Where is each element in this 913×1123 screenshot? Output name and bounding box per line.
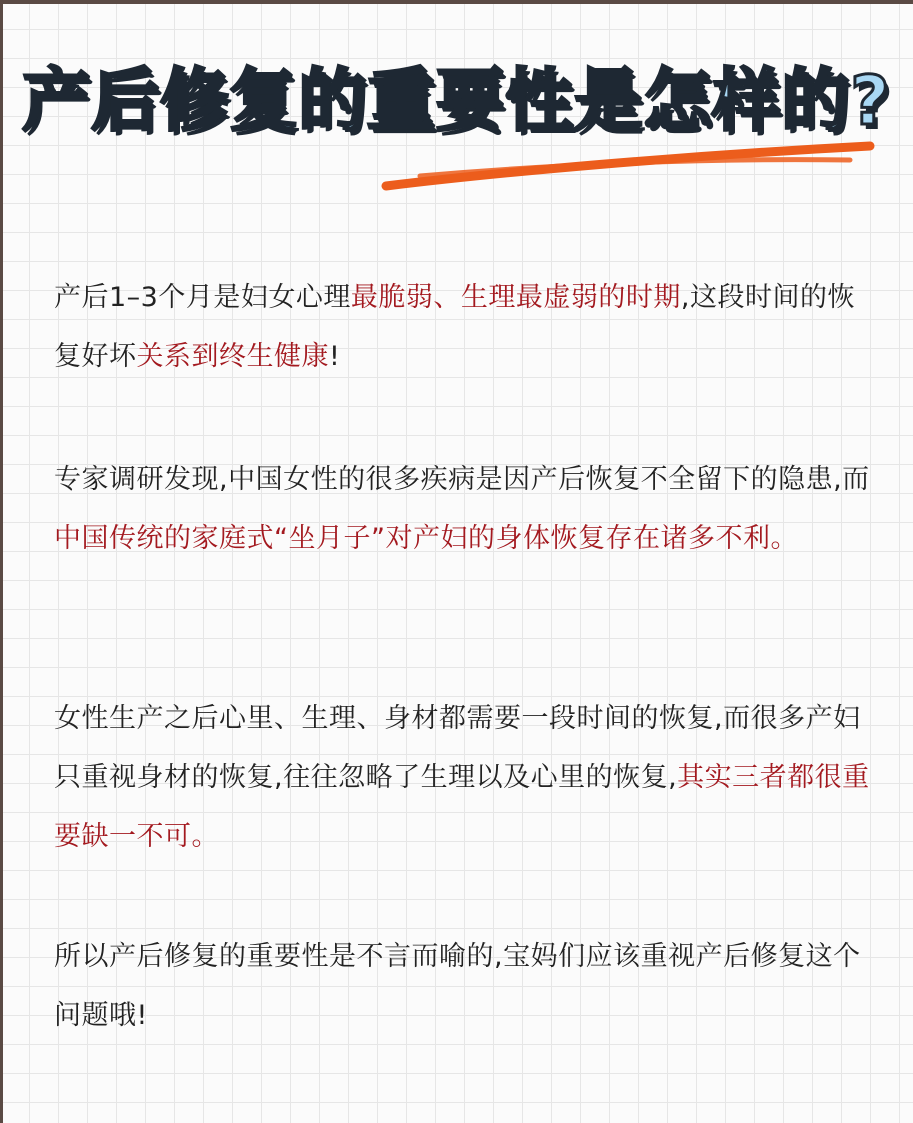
title-area [0,62,913,141]
brush-stroke-main [386,146,870,186]
paragraph-3: 女性生产之后心里、生理、身材都需要一段时间的恢复,而很多产妇只重视身材的恢复,往往忽略了生理以及心里的恢复,其实三者都很重要缺一不可。 [54,703,870,852]
paragraph-2: 专家调研发现,中国女性的很多疾病是因产后恢复不全留下的隐患,而中国传统的家庭式“坐月子”对产妇的身体恢复存在诸多不利。 [54,464,870,554]
top-border [0,0,913,4]
brush-underline [380,138,880,198]
left-border [0,0,3,1123]
paragraph-4: 所以产后修复的重要性是不言而喻的,宝妈们应该重视产后修复这个问题哦! [54,941,861,1031]
paragraph-1: 产后1–3个月是妇女心理最脆弱、生理最虚弱的时期,这段时间的恢复好坏关系到终生健康! [54,282,855,372]
page-title: 产后修复的重要性是怎样的? [22,62,891,141]
